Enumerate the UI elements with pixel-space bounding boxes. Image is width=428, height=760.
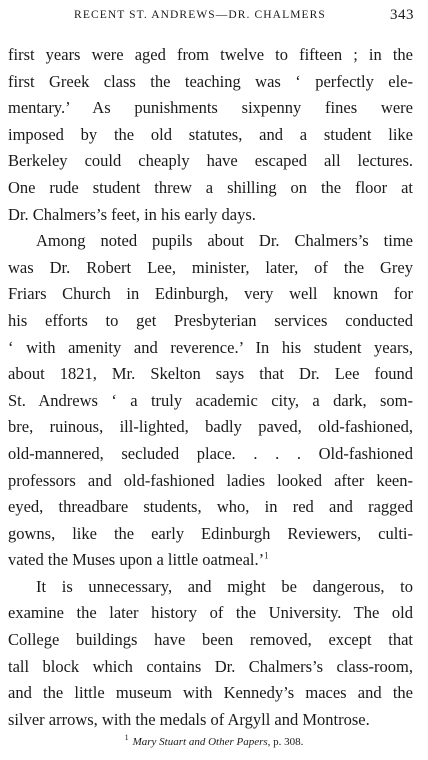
text-line: first Greek class the teaching was ‘ perfectly ele-: [8, 71, 413, 91]
text-line: St. Andrews ‘ a truly academic city, a dark, som-: [8, 390, 413, 410]
text-line: tall block which contains Dr. Chalmers’s class-room,: [8, 656, 413, 676]
text-line-with-footnote: [8, 547, 413, 574]
page-number: 343: [390, 7, 414, 23]
paragraph-3: [8, 574, 413, 734]
footnote-number: 1: [124, 733, 129, 743]
text-line: One rude student threw a shilling on the floor at: [8, 177, 413, 197]
text-line: imposed by the old statutes, and a student like: [8, 124, 413, 144]
footnote-page-ref: , p. 308.: [267, 736, 304, 748]
text-line: Friars Church in Edinburgh, very well known for: [8, 284, 413, 304]
text-line: It is unnecessary, and might be dangerous, to: [36, 576, 413, 596]
body-text: [8, 42, 413, 733]
text-line: first years were aged from twelve to fifteen ; in the: [8, 45, 413, 64]
text-line: eyed, threadbare students, who, in red and ragged: [8, 497, 413, 517]
text-line: examine the later history of the University. The old: [8, 603, 413, 623]
text-line: and the little museum with Kennedy’s maces and the: [8, 683, 413, 703]
text-line: gowns, like the early Edinburgh Reviewers, culti-: [8, 523, 413, 543]
text-line: ‘ with amenity and reverence.’ In his student years,: [8, 337, 413, 357]
footnote-title: Mary Stuart and Other Papers: [132, 736, 268, 748]
text-line: Dr. Chalmers’s feet, in his early days.: [8, 204, 256, 224]
text-line: his efforts to get Presbyterian services conducted: [8, 310, 413, 330]
footnote: [0, 733, 428, 748]
paragraph-2: [8, 228, 413, 574]
text-line: vated the Muses upon a little oatmeal.’: [8, 550, 265, 570]
text-line: mentary.’ As punishments sixpenny fines were: [8, 98, 413, 118]
text-line: bre, ruinous, ill-lighted, badly paved, old-fashioned,: [8, 417, 413, 437]
footnote-reference: 1: [264, 550, 269, 561]
text-line: was Dr. Robert Lee, minister, later, of the Grey: [8, 257, 413, 277]
text-line: Berkeley could cheaply have escaped all lectures.: [8, 151, 413, 171]
running-head: RECENT ST. ANDREWS—DR. CHALMERS: [74, 9, 326, 21]
text-line: College buildings have been removed, except that: [8, 630, 413, 650]
paragraph-1: [8, 42, 413, 228]
text-line: professors and old-fashioned ladies looked after keen-: [8, 470, 413, 490]
text-line: silver arrows, with the medals of Argyll and Montrose.: [8, 709, 370, 729]
text-line: Among noted pupils about Dr. Chalmers’s time: [36, 231, 413, 251]
text-line: old-mannered, secluded place. . . . Old-fashioned: [8, 443, 413, 463]
text-line: about 1821, Mr. Skelton says that Dr. Lee found: [8, 364, 413, 384]
